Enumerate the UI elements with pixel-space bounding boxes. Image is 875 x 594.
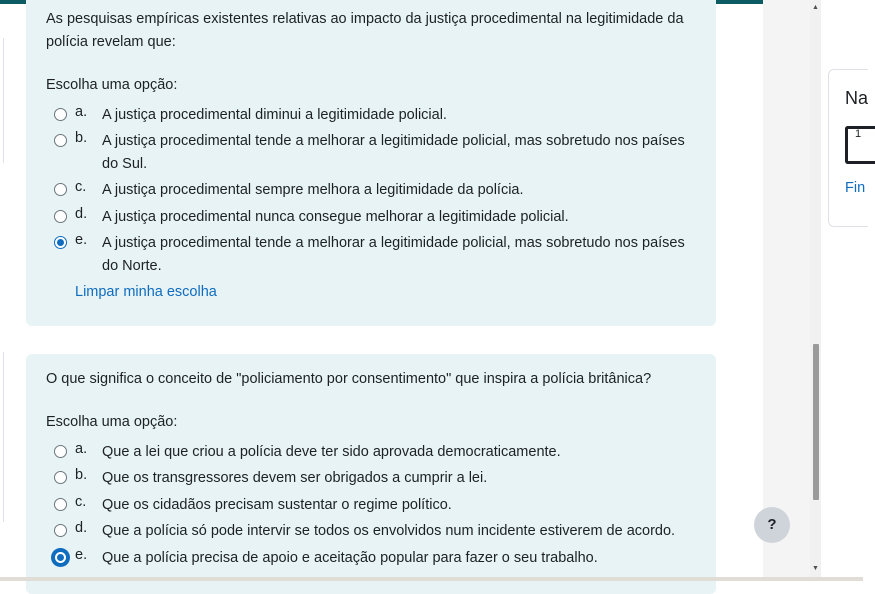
option-c[interactable] [54,179,704,203]
option-letter: b. [75,130,88,146]
bottom-edge [0,577,863,581]
radio-button[interactable] [54,183,67,196]
radio-button[interactable] [54,445,67,458]
question-text: As pesquisas empíricas existentes relativas ao impacto da justiça procedimental na legitimidade da polícia revelam que: [46,11,684,50]
scroll-up-arrow-icon[interactable]: ▲ [812,4,819,11]
option-d[interactable] [54,206,704,230]
radio-button[interactable] [54,108,67,121]
option-text: Que a polícia precisa de apoio e aceitação popular para fazer o seu trabalho. [102,550,598,566]
option-d[interactable] [54,520,704,544]
option-text: Que os transgressores devem ser obrigados a cumprir a lei. [102,470,488,486]
radio-button-selected[interactable] [54,236,67,249]
scrollbar-thumb[interactable] [813,344,819,500]
radio-button[interactable] [54,524,67,537]
option-text: A justiça procedimental nunca consegue melhorar a legitimidade policial. [102,209,569,225]
option-e[interactable] [54,547,704,571]
left-edge-panel [0,38,4,163]
option-letter: e. [75,547,88,563]
choose-option-prompt: Escolha uma opção: [46,414,178,430]
finish-attempt-link[interactable]: Fin [845,180,866,196]
page-gutter [763,0,810,581]
option-text: Que a polícia só pode intervir se todos os envolvidos num incidente estiverem de acordo. [102,523,676,539]
radio-button[interactable] [54,210,67,223]
choose-option-prompt: Escolha uma opção: [46,77,178,93]
option-text: A justiça procedimental diminui a legitimidade policial. [102,107,447,123]
question-nav-number: 1 [855,128,862,140]
option-b[interactable] [54,467,704,491]
option-letter: d. [75,520,88,536]
option-letter: a. [75,104,88,120]
option-e[interactable] [54,232,704,280]
option-letter: d. [75,206,88,222]
option-text: A justiça procedimental tende a melhorar a legitimidade policial, mas sobretudo nos países do Norte. [102,235,685,274]
option-a[interactable] [54,441,704,465]
drawer-title: Na [845,88,869,108]
option-letter: e. [75,232,88,248]
question-text: O que significa o conceito de "policiamento por consentimento" que inspira a polícia britânica? [46,371,652,387]
radio-button[interactable] [54,498,67,511]
option-text: A justiça procedimental tende a melhorar a legitimidade policial, mas sobretudo nos países do Sul. [102,133,685,172]
quiz-navigation-drawer [828,69,868,227]
option-b[interactable] [54,130,704,178]
clear-choice-link[interactable]: Limpar minha escolha [75,284,217,300]
radio-button-selected[interactable] [54,551,67,564]
option-text: A justiça procedimental sempre melhora a legitimidade da polícia. [102,182,524,198]
option-letter: b. [75,467,88,483]
option-letter: a. [75,441,88,457]
radio-button[interactable] [54,134,67,147]
scroll-down-arrow-icon[interactable]: ▼ [812,565,819,572]
question-card-2 [26,354,716,594]
option-letter: c. [75,494,87,510]
option-a[interactable] [54,104,704,128]
radio-button[interactable] [54,471,67,484]
option-text: Que a lei que criou a polícia deve ter sido aprovada democraticamente. [102,444,561,460]
help-button[interactable]: ? [754,507,790,543]
question-card-1 [26,0,716,326]
option-letter: c. [75,179,87,195]
left-edge-panel [0,352,4,522]
option-text: Que os cidadãos precisam sustentar o regime político. [102,497,452,513]
option-c[interactable] [54,494,704,518]
